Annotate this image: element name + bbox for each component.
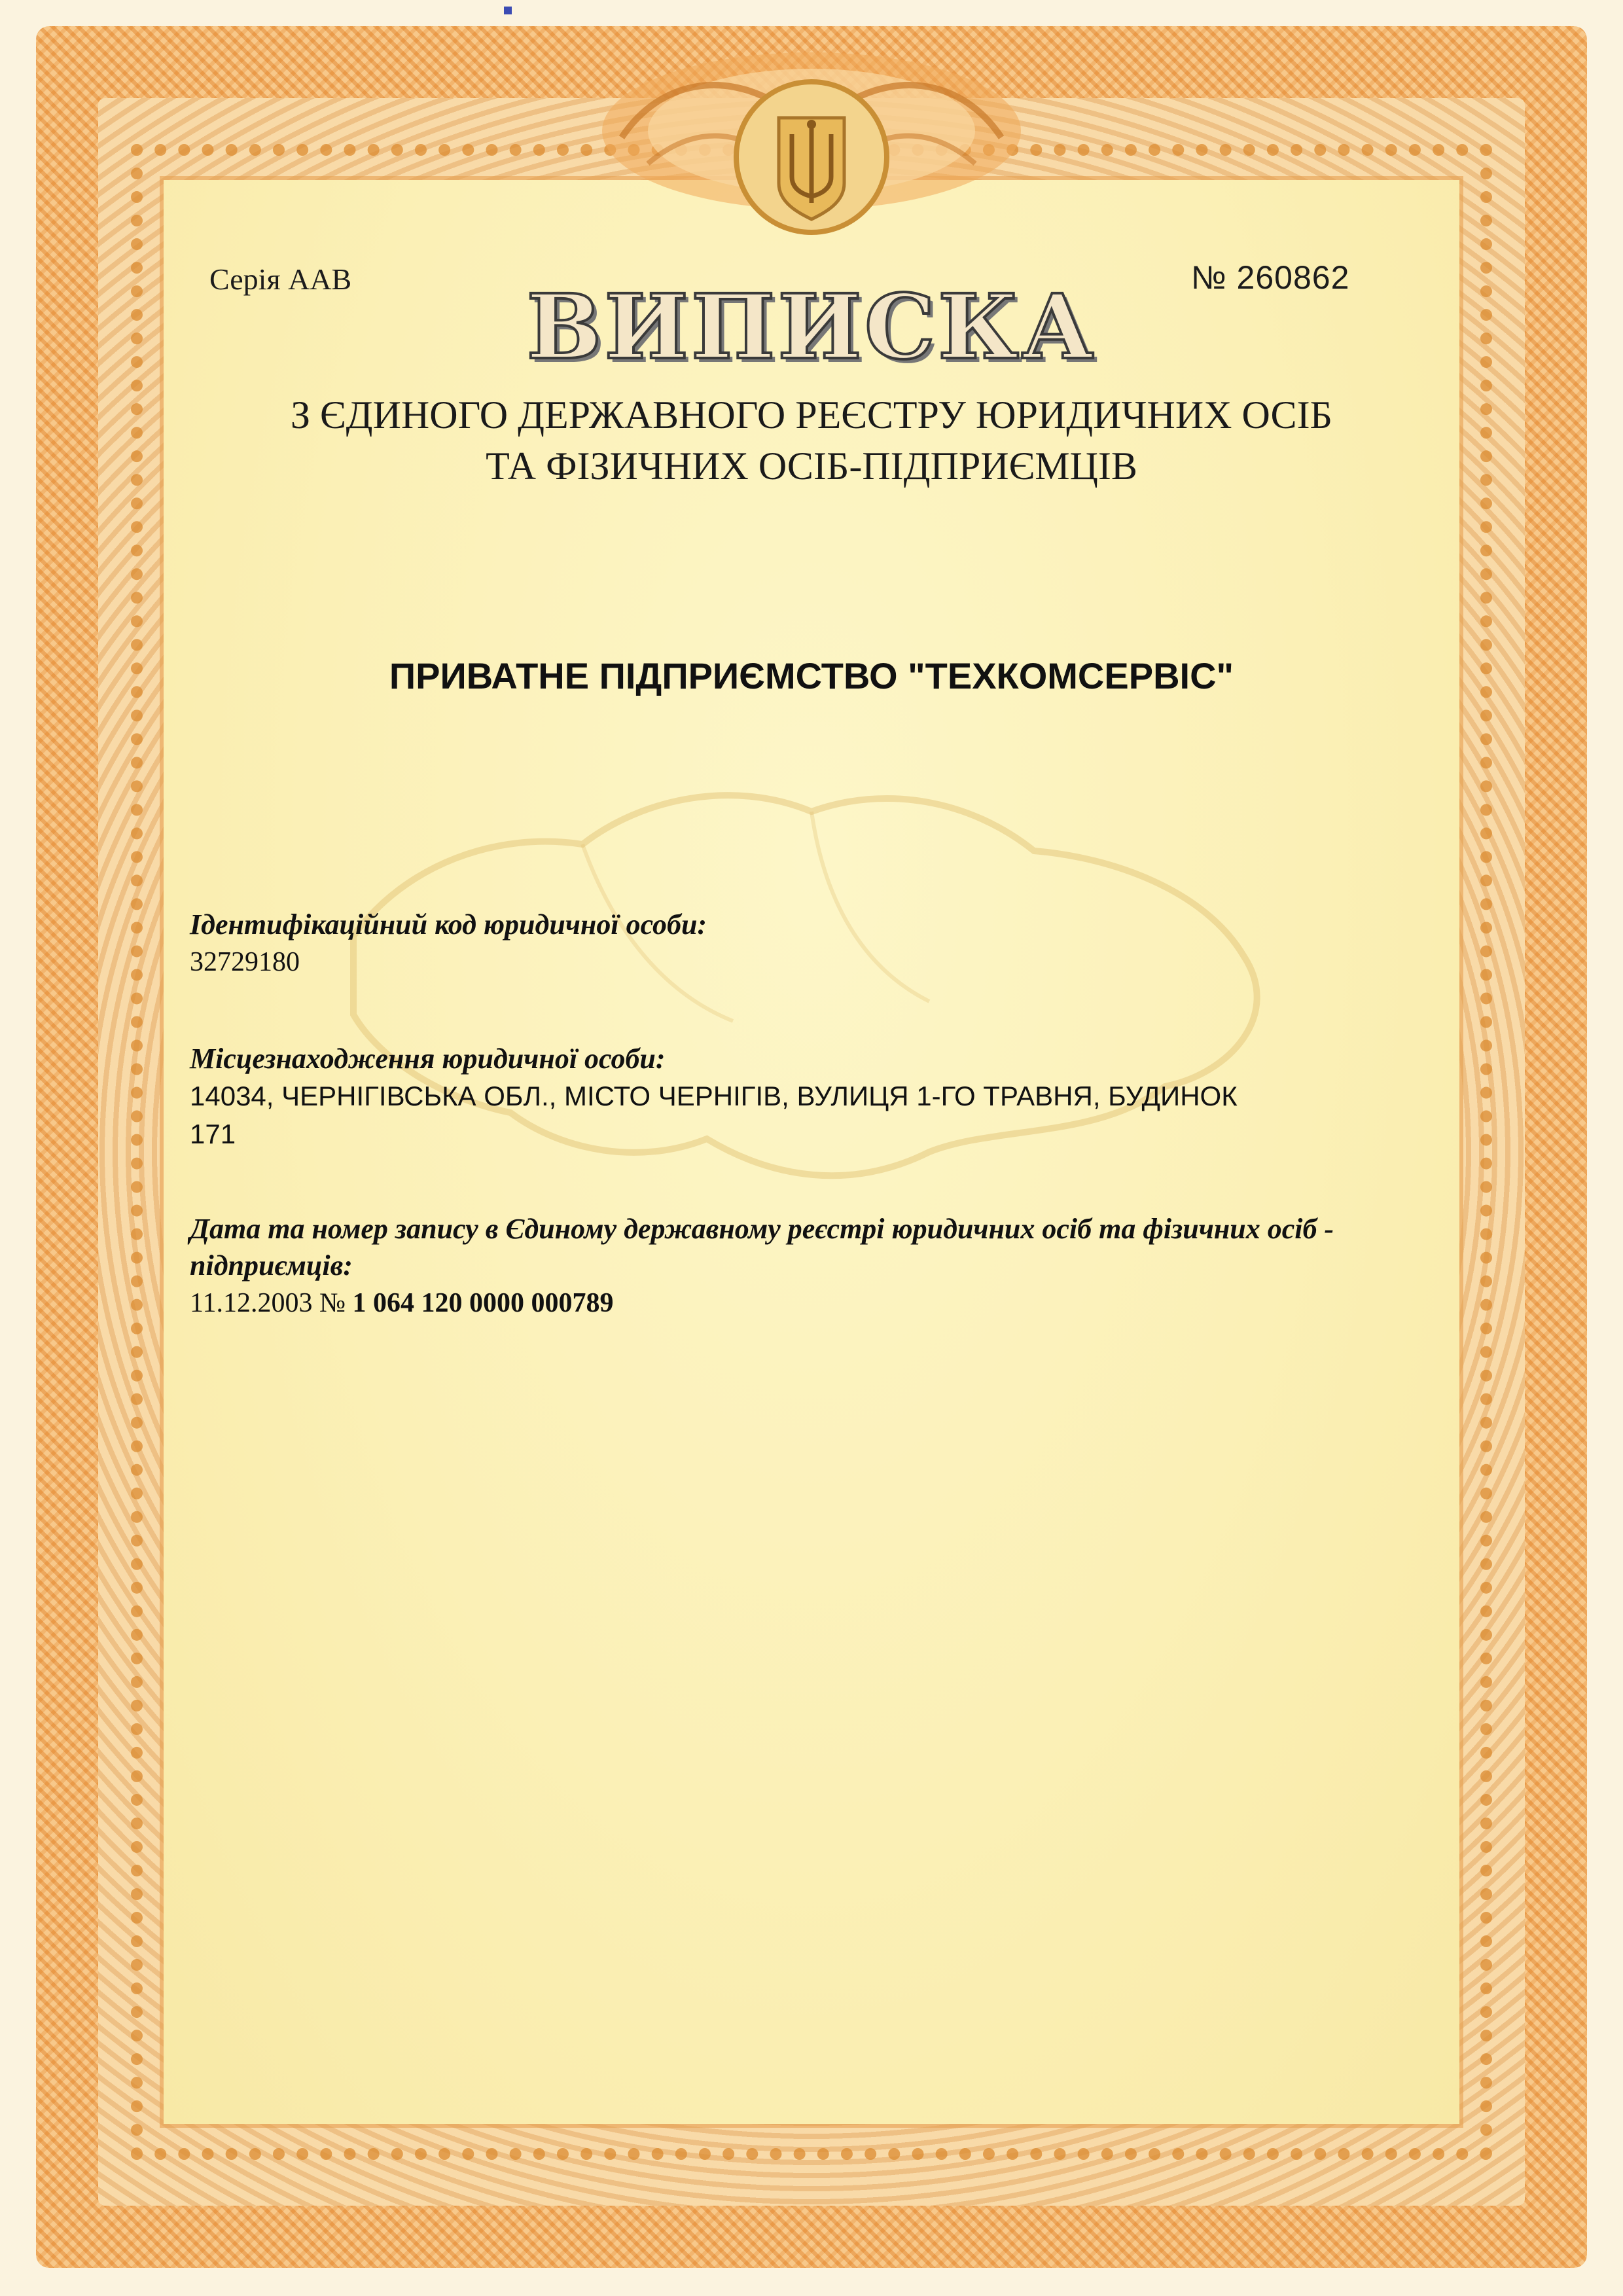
field-location [190,1041,1420,1153]
document-title: ВИПИСКА [526,275,1097,380]
field-id-code [190,906,1420,981]
id-code-value: 32729180 [190,947,300,977]
ukraine-map-watermark [275,720,1322,1244]
id-code-label: Ідентифікаційний код юридичної особи: [190,908,707,941]
series-label: Серія ААВ [209,262,352,296]
trident-emblem-icon [726,72,897,242]
document-number: № 260862 [1191,259,1350,296]
record-value [190,1284,1420,1322]
company-name: ПРИВАТНЕ ПІДПРИЄМСТВО "ТЕХКОМСЕРВІС" [389,655,1234,696]
ink-mark [504,7,512,14]
document-subtitle [0,389,1623,492]
field-record [190,1211,1420,1322]
record-number: 1 064 120 0000 000789 [352,1288,614,1318]
location-value-line-2: 171 [190,1119,236,1149]
subtitle-line-2: ТА ФІЗИЧНИХ ОСІБ-ПІДПРИЄМЦІВ [486,444,1137,488]
record-label: Дата та номер запису в Єдиному державному реєстрі юридичних осіб та фізичних осіб - підприємців: [190,1213,1334,1282]
location-value-line-1: 14034, ЧЕРНІГІВСЬКА ОБЛ., МІСТО ЧЕРНІГІВ, ВУЛИЦЯ 1-ГО ТРАВНЯ, БУДИНОК [190,1081,1238,1111]
record-date: 11.12.2003 № [190,1288,346,1318]
subtitle-line-1: З ЄДИНОГО ДЕРЖАВНОГО РЕЄСТРУ ЮРИДИЧНИХ ОСІБ [290,393,1333,437]
location-label: Місцезнаходження юридичної особи: [190,1043,666,1075]
